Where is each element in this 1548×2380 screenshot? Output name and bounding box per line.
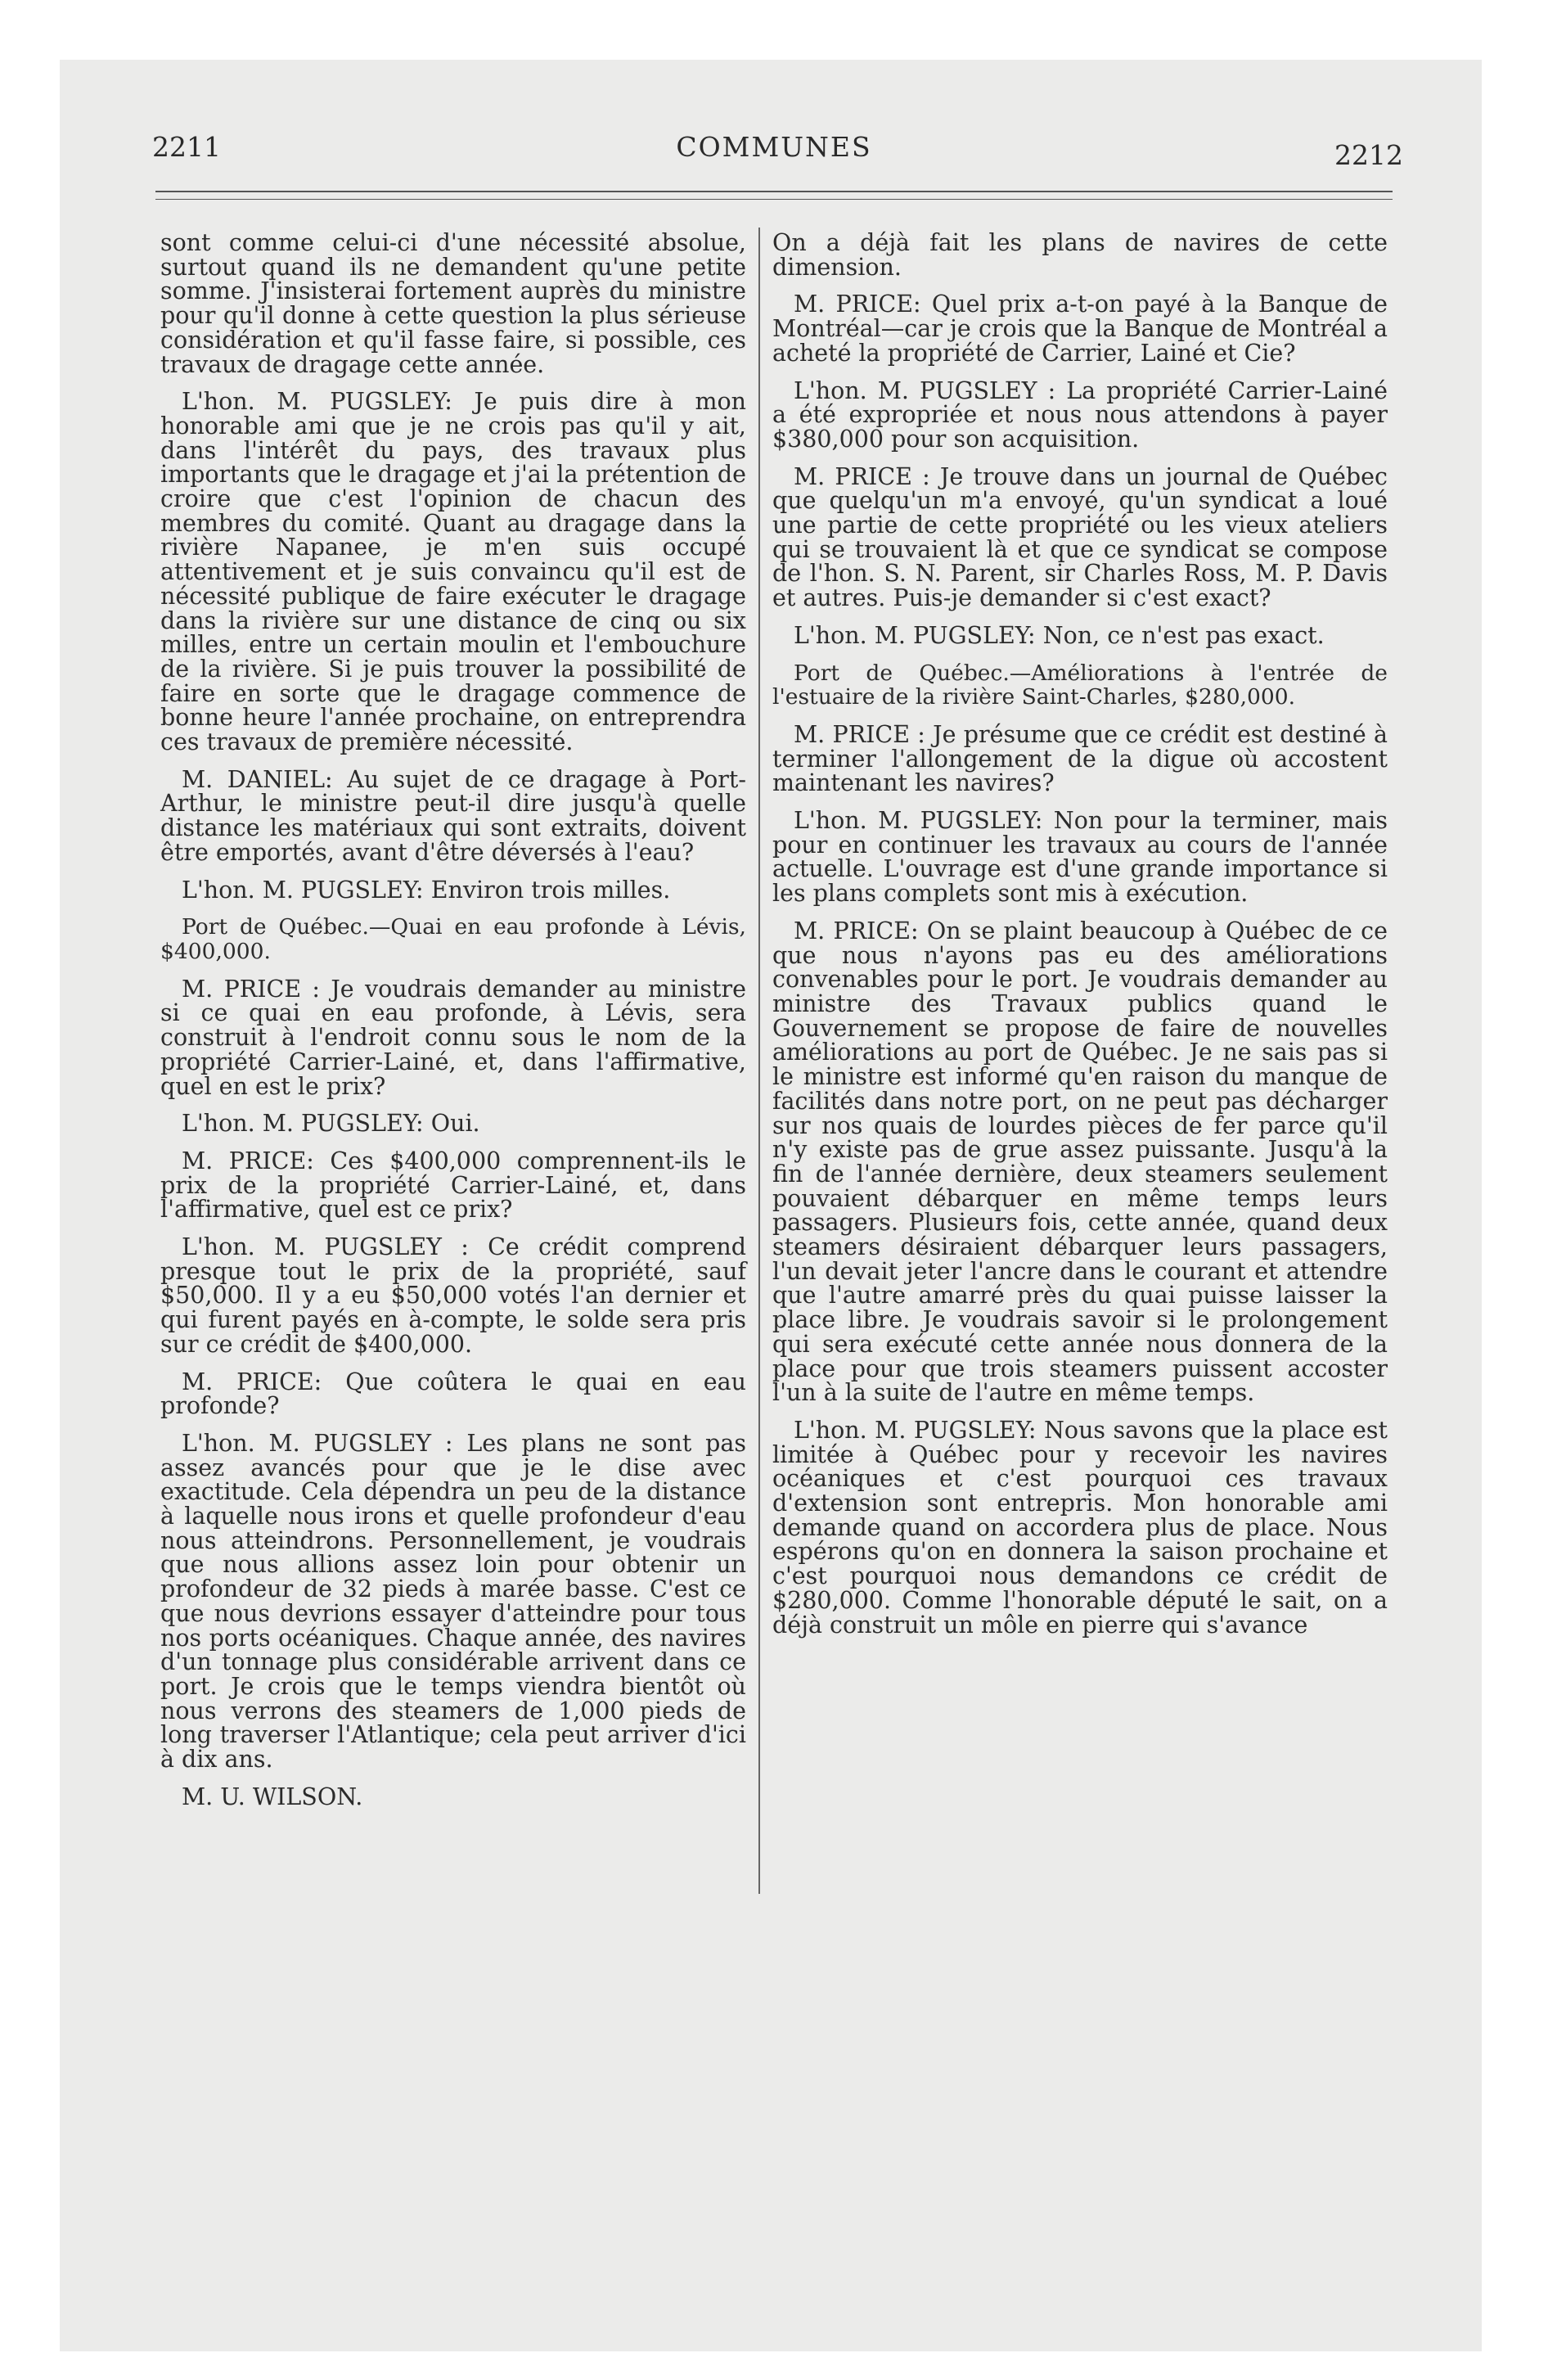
page-number-left: 2211: [152, 131, 221, 163]
paragraph: M. PRICE : Je trouve dans un journal de Québec que quelqu'un m'a envoyé, qu'un syndicat a loué une partie de cette propriété ou les vieux ateliers qui se trouvaient là et que ce syndicat se compose de l'hon. S. N. Parent, sir Charles Ross, M. P. Davis et autres. Puis-je demander si c'est exact?: [772, 462, 1388, 612]
paragraph: M. PRICE: Ces $400,000 comprennent-ils le prix de la propriété Carrier-Lainé, et, dans l'affirmative, quel est ce prix?: [160, 1147, 746, 1224]
header-rule-top: [155, 191, 1393, 192]
paragraph: On a déjà fait les plans de navires de cette dimension.: [772, 229, 1388, 281]
paragraph: L'hon. M. PUGSLEY: Environ trois milles.: [182, 876, 671, 904]
paragraph: M. PRICE: Quel prix a-t-on payé à la Banque de Montréal—car je crois que la Banque de Montréal a acheté la propriété de Carrier, Lainé et Cie?: [772, 291, 1388, 367]
page-number-right: 2212: [1334, 139, 1403, 171]
paragraph: L'hon. M. PUGSLEY: Non pour la terminer, mais pour en continuer les travaux au cours de l'année actuelle. L'ouvrage est d'une grande importance si les plans complets sont mis à exécution.: [772, 807, 1388, 908]
paragraph: L'hon. M. PUGSLEY : Ce crédit comprend presque tout le prix de la propriété, sauf $50,000. Il y a eu $50,000 votés l'an dernier et qui furent payés en à-compte, le solde sera pris sur ce crédit de $400,000.: [160, 1233, 746, 1358]
paragraph: L'hon. M. PUGSLEY: Oui.: [182, 1110, 480, 1138]
paragraph: M. DANIEL: Au sujet de ce dragage à Port-Arthur, le ministre peut-il dire jusqu'à quelle distance les matériaux qui sont extraits, doivent être emportés, avant d'être déversés à l'eau?: [160, 765, 746, 866]
paragraph: L'hon. M. PUGSLEY: Non, ce n'est pas exact.: [794, 621, 1325, 649]
speaker-line: M. U. WILSON.: [182, 1783, 363, 1810]
paragraph: L'hon. M. PUGSLEY: Nous savons que la place est limitée à Québec pour y recevoir les navires océaniques et c'est pourquoi ces travaux d'extension sont entrepris. Mon honorable ami demande quand on accordera plus de place. Nous espérons qu'on en donnera la saison prochaine et c'est pourquoi nous demandons ce crédit de $280,000. Comme l'honorable député le sait, on a déjà construit un môle en pierre qui s'avance: [772, 1416, 1388, 1639]
paragraph: M. PRICE: Que coûtera le quai en eau profonde?: [160, 1368, 746, 1420]
right-column: [772, 231, 1388, 1650]
paragraph: M. PRICE: On se plaint beaucoup à Québec de ce que nous n'ayons pas eu des améliorations convenables pour le port. Je voudrais demander au ministre des Travaux publics quand le Gouvernement se propose de faire de nouvelles améliorations au port de Québec. Je ne sais pas si le ministre est informé qu'en raison du manque de facilités dans notre port, on ne peut pas décharger sur nos quais de lourdes pièces de fer parce qu'il n'y existe pas de grue assez puissante. Jusqu'à la fin de l'année dernière, deux steamers seulement pouvaient débarquer en même temps leurs passagers. Plusieurs fois, cette année, quand deux steamers désiraient débarquer leurs passagers, l'un devait jeter l'ancre dans le courant et attendre que l'autre amarré près du quai puisse laisser la place libre. Je voudrais savoir si le prolongement qui sera exécuté cette année nous donnera de la place pour que trois steamers puissent accoster l'un à la suite de l'autre en même temps.: [772, 917, 1388, 1407]
budget-item: Port de Québec.—Quai en eau profonde à Lévis, $400,000.: [160, 914, 746, 964]
paragraph: L'hon. M. PUGSLEY : Les plans ne sont pas assez avancés pour que je le dise avec exactitude. Cela dépendra un peu de la distance à laquelle nous irons et quelle profondeur d'eau nous atteindrons. Personnellement, je voudrais que nous allions assez loin pour obtenir un profondeur de 32 pieds à marée basse. C'est ce que nous devrions essayer d'atteindre pour tous nos ports océaniques. Chaque année, des navires d'un tonnage plus considérable arrivent dans ce port. Je crois que le temps viendra bientôt où nous verrons des steamers de 1,000 pieds de long traverser l'Atlantique; cela peut arriver d'ici à dix ans.: [160, 1429, 746, 1774]
paragraph: L'hon. M. PUGSLEY: Je puis dire à mon honorable ami que je ne crois pas qu'il y ait, dans l'intérêt du pays, des travaux plus importants que le dragage et j'ai la prétention de croire que c'est l'opinion de chacun des membres du comité. Quant au dragage dans la rivière Napanee, je m'en suis occupé attentivement et je suis convaincu qu'il est de nécessité publique de faire exécuter le dragage dans la rivière sur une distance de cinq ou six milles, entre un certain moulin et l'embouchure de la rivière. Si je puis trouver la possibilité de faire en sorte que le dragage commence de bonne heure l'année prochaine, on entreprendra ces travaux de première nécessité.: [160, 388, 746, 756]
left-column: [160, 231, 746, 1822]
paragraph: L'hon. M. PUGSLEY : La propriété Carrier-Lainé a été expropriée et nous nous attendons à payer $380,000 pour son acquisition.: [772, 376, 1388, 453]
budget-item: Port de Québec.—Améliorations à l'entrée de l'estuaire de la rivière Saint-Charles, $280,000.: [772, 660, 1388, 710]
paragraph: M. PRICE : Je voudrais demander au ministre si ce quai en eau profonde, à Lévis, sera construit à l'endroit connu sous le nom de la propriété Carrier-Lainé, et, dans l'affirmative, quel en est le prix?: [160, 975, 746, 1100]
column-divider: [758, 228, 760, 1894]
header-rule-bottom: [155, 199, 1393, 200]
paragraph: M. PRICE : Je présume que ce crédit est destiné à terminer l'allongement de la digue où accostent maintenant les navires?: [772, 720, 1388, 797]
page-title: COMMUNES: [676, 131, 872, 163]
paragraph: sont comme celui-ci d'une nécessité absolue, surtout quand ils ne demandent qu'une petite somme. J'insisterai fortement auprès du ministre pour qu'il donne à cette question la plus sérieuse considération et qu'il fasse faire, si possible, ces travaux de dragage cette année.: [160, 229, 746, 378]
